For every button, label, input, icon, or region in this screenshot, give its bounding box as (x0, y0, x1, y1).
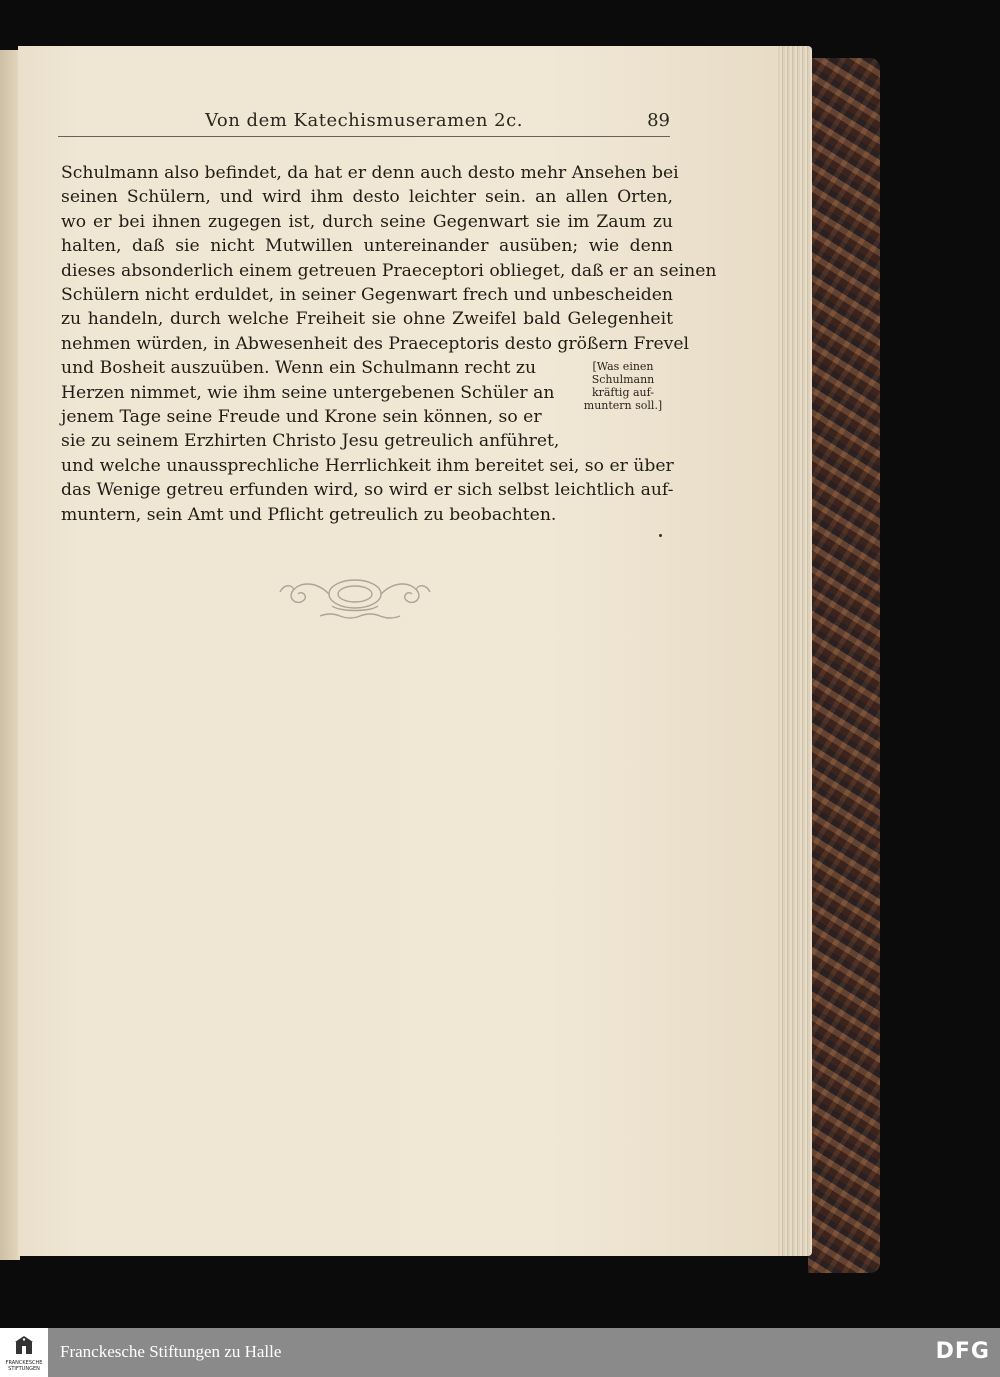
page-header (58, 106, 670, 137)
ink-speck (659, 534, 662, 537)
logo-caption-line: FRANCKESCHE (5, 1360, 43, 1366)
logo-caption (2, 1360, 46, 1372)
text-line: jenem Tage seine Freude und Krone sein können, so er (61, 407, 542, 428)
book-page (18, 46, 778, 1256)
margin-note-line: Schulmann (591, 373, 655, 386)
body-text (61, 161, 717, 527)
text-line: zu handeln, durch welche Freiheit sie ohne Zweifel bald Gelegenheit (61, 309, 673, 330)
book-page-ornament-icon (270, 570, 440, 626)
institution-name[interactable]: Franckesche Stiftungen zu Halle (60, 1342, 282, 1361)
text-line: das Wenige getreu erfunden wird, so wird er sich selbst leichtlich auf- (61, 480, 674, 501)
text-line: Schülern nicht erduldet, in seiner Gegenwart frech und unbescheiden (61, 285, 673, 306)
text-line: Schulmann also befindet, da hat er denn auch desto mehr Ansehen bei (61, 163, 679, 183)
text-line: Herzen nimmet, wie ihm seine untergebenen Schüler an (61, 382, 555, 403)
text-line: wo er bei ihnen zugegen ist, durch seine Gegenwart sie im Zaum zu (61, 211, 673, 232)
margin-note-line: [Was einen (592, 360, 654, 373)
book-cover-edge (808, 58, 880, 1273)
text-line: nehmen würden, in Abwesenheit des Praeceptoris desto größern Frevel (61, 333, 690, 354)
facing-page-edge (0, 50, 20, 1260)
text-line: sie zu seinem Erzhirten Christo Jesu getreulich anführet, (61, 431, 560, 452)
text-line: und welche unaussprechliche Herrlichkeit ihm bereitet sei, so er über (61, 455, 674, 476)
text-line: und Bosheit auszuüben. Wenn ein Schulmann recht zu (61, 358, 537, 379)
margin-note (573, 360, 673, 412)
logo-caption-line: STIFTUNGEN (8, 1366, 40, 1372)
margin-note-line: kräftig auf- (591, 386, 655, 399)
margin-note-line: muntern soll.] (583, 399, 663, 412)
viewer-footer-bar (0, 1328, 1000, 1377)
text-line: dieses absonderlich einem getreuen Praeceptori oblieget, daß er an seinen (61, 260, 717, 281)
running-title: Von dem Katechismuseramen 2c. (205, 110, 523, 131)
text-line: halten, daß sie nicht Mutwillen untereinander ausüben; wie denn (61, 236, 673, 257)
text-line: muntern, sein Amt und Pflicht getreulich zu beobachten. (61, 504, 557, 525)
franckesche-logo-icon (13, 1334, 35, 1356)
text-line: seinen Schülern, und wird ihm desto leichter sein. an allen Orten, (61, 187, 673, 208)
institution-logo[interactable] (0, 1328, 48, 1377)
page-number: 89 (647, 110, 670, 131)
dfg-logo[interactable]: DFG (935, 1339, 990, 1364)
